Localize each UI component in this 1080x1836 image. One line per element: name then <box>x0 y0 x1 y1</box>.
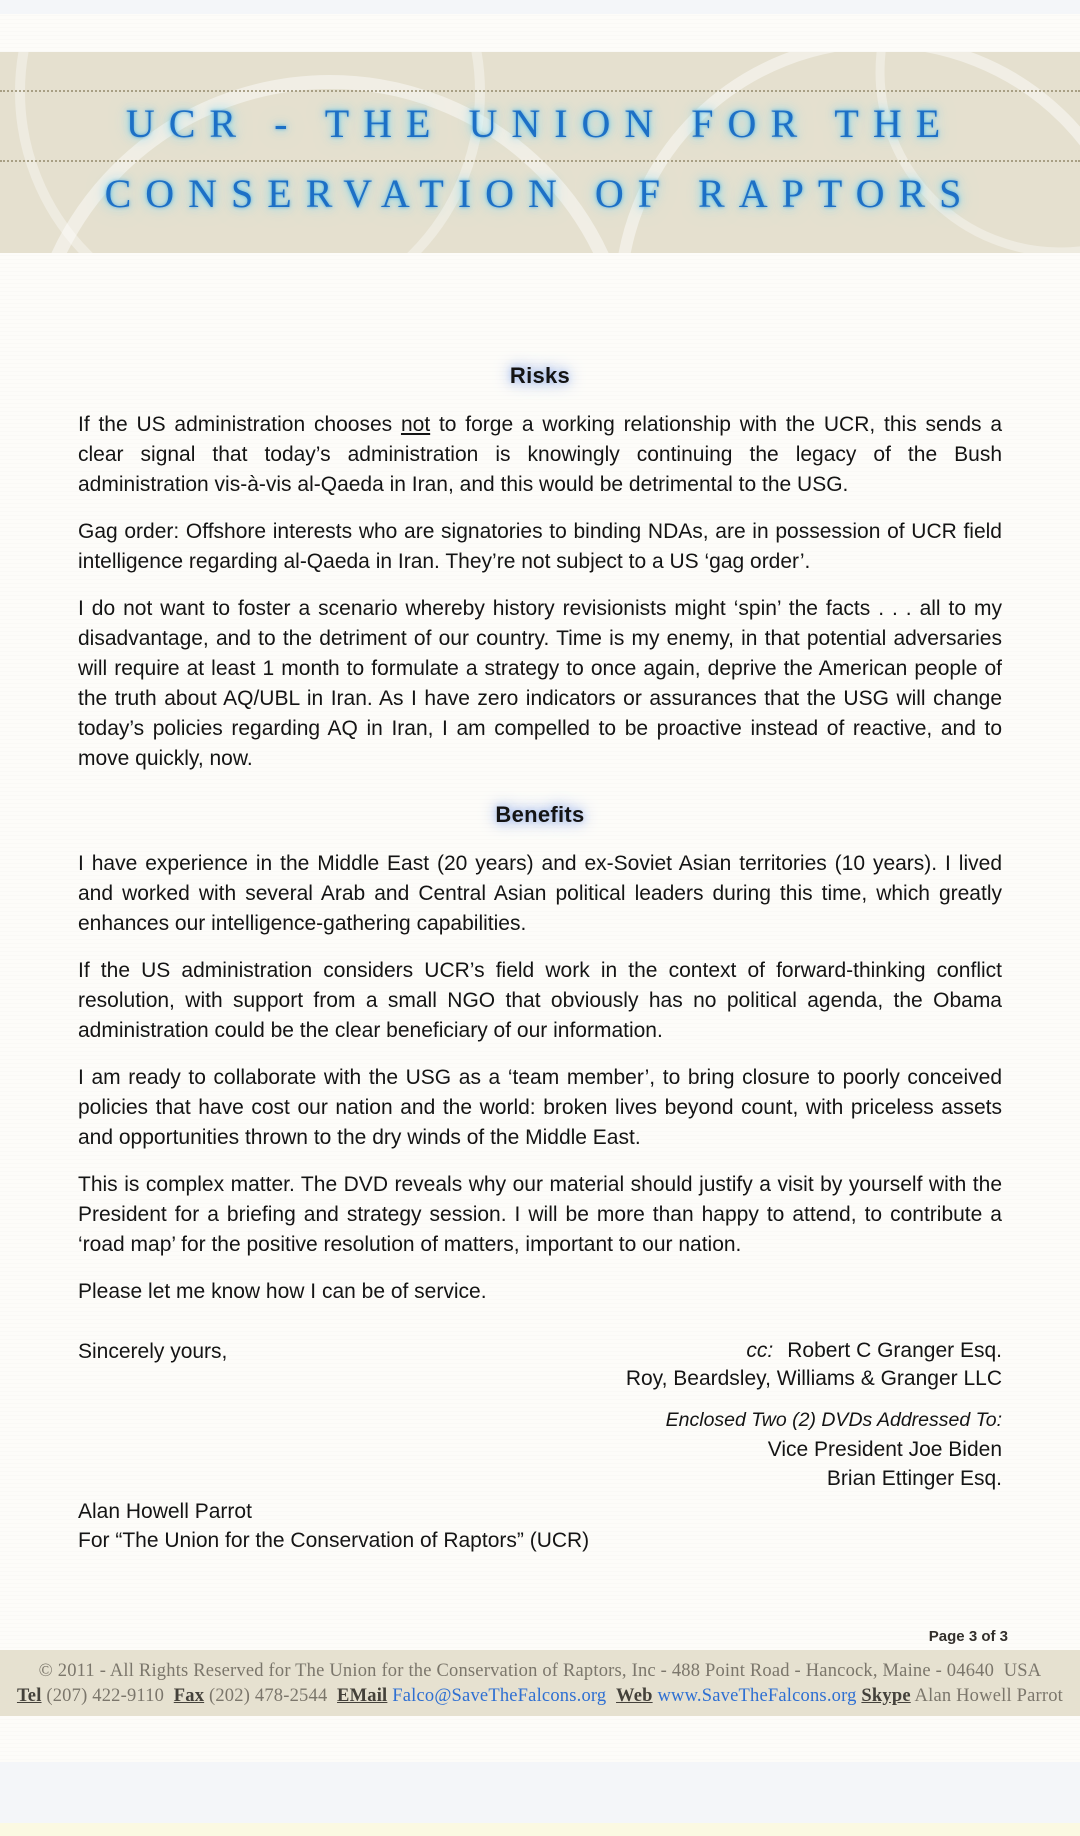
enclosed-label: Enclosed Two (2) DVDs Addressed To: <box>665 1409 1002 1431</box>
fax-label: Fax <box>173 1686 205 1706</box>
dotted-rule <box>0 160 1080 162</box>
bottom-bar <box>0 1762 1080 1823</box>
top-strip <box>0 0 1080 14</box>
enclosed-name2: Brian Ettinger Esq. <box>826 1467 1002 1490</box>
signature-name: Alan Howell Parrot <box>78 1500 252 1523</box>
skype-label: Skype <box>861 1686 911 1706</box>
letter-body <box>0 253 1080 1555</box>
org-title-line1: UCR - THE UNION FOR THE <box>125 101 955 146</box>
web-link[interactable]: www.SaveTheFalcons.org <box>652 1686 862 1706</box>
signature-org: For “The Union for the Conservation of Raptors” (UCR) <box>78 1529 590 1552</box>
section-heading-benefits: Benefits <box>495 802 585 827</box>
paragraph: Gag order: Offshore interests who are signatories to binding NDAs, are in possession of UCR field intelligence regarding al-Qaeda in Iran. They’re not subject to a US ‘gag order’. <box>78 520 1002 573</box>
org-title-line2: CONSERVATION OF RAPTORS <box>104 171 976 216</box>
enclosed-name1: Vice President Joe Biden <box>767 1438 1002 1461</box>
cc-name1: Robert C Granger Esq. <box>787 1339 1002 1362</box>
web-label: Web <box>616 1686 653 1706</box>
paragraph <box>78 410 1002 500</box>
email-label: EMail <box>337 1686 388 1706</box>
section-heading-risks: Risks <box>509 363 571 388</box>
signoff-text: Sincerely yours, <box>78 1340 228 1363</box>
cc-line1 <box>626 1337 1002 1365</box>
tel-value: (207) 422-9110 <box>41 1686 174 1706</box>
paragraph: Please let me know how I can be of service. <box>78 1280 487 1303</box>
enclosed-block <box>78 1406 1002 1493</box>
cc-name2: Roy, Beardsley, Williams & Granger LLC <box>625 1367 1002 1390</box>
skype-value: Alan Howell Parrot <box>910 1686 1064 1706</box>
paragraph-text: If the US administration chooses <box>78 413 401 436</box>
cc-label: cc: <box>746 1339 774 1362</box>
footer-copyright: © 2011 - All Rights Reserved for The Union for the Conservation of Raptors, Inc - 488 Point Road - Hancock, Maine - 04640 USA <box>38 1661 1042 1681</box>
paragraph: I am ready to collaborate with the USG as a ‘team member’, to bring closure to poorly conceived policies that have cost our nation and the world: broken lives beyond count, with priceless assets and opportunities thrown to the dry winds of the Middle East. <box>78 1066 1002 1149</box>
signoff-row <box>78 1337 1002 1393</box>
fax-value: (202) 478-2544 <box>204 1686 338 1706</box>
underlined-word: not <box>400 413 431 436</box>
paragraph: I have experience in the Middle East (20 years) and ex-Soviet Asian territories (10 years). I lived and worked with several Arab and Central Asian political leaders during this time, which greatly enhances our intelligence-gathering capabilities. <box>78 852 1002 935</box>
email-link[interactable]: Falco@SaveTheFalcons.org <box>387 1686 617 1706</box>
letterhead-banner <box>0 52 1080 253</box>
cc-block <box>626 1337 1002 1393</box>
bottom-strip <box>0 1823 1080 1836</box>
page-number: Page 3 of 3 <box>928 1628 1008 1645</box>
paragraph: I do not want to foster a scenario whereby history revisionists might ‘spin’ the facts . . . all to my disadvantage, and to the detriment of our country. Time is my enemy, in that potential adversaries will require at least 1 month to formulate a strategy to once again, deprive the American people of the truth about AQ/UBL in Iran. As I have zero indicators or assurances that the USG will change today’s policies regarding AQ in Iran, I am compelled to be proactive instead of reactive, and to move quickly, now. <box>78 597 1002 770</box>
footer-contact-line <box>0 1684 1080 1709</box>
paragraph: If the US administration considers UCR’s field work in the context of forward-thinking conflict resolution, with support from a small NGO that obviously has no political agenda, the Obama administration could be the clear beneficiary of our information. <box>78 959 1002 1042</box>
letterhead-arcs-decoration <box>0 52 1080 253</box>
paragraph: This is complex matter. The DVD reveals why our material should justify a visit by yourself with the President for a briefing and strategy session. I will be more than happy to attend, to contribute a ‘road map’ for the positive resolution of matters, important to our nation. <box>78 1173 1002 1256</box>
tel-label: Tel <box>16 1686 42 1706</box>
signature-block <box>78 1497 1002 1555</box>
dotted-rule <box>0 90 1080 92</box>
paragraph-text: to forge a working relationship with the UCR, this sends a clear signal that today’s administration is knowingly continuing the legacy of the Bush administration vis-à-vis al-Qaeda in Iran, and this would be detrimental to the USG. <box>78 413 1003 496</box>
footer-banner <box>0 1650 1080 1716</box>
